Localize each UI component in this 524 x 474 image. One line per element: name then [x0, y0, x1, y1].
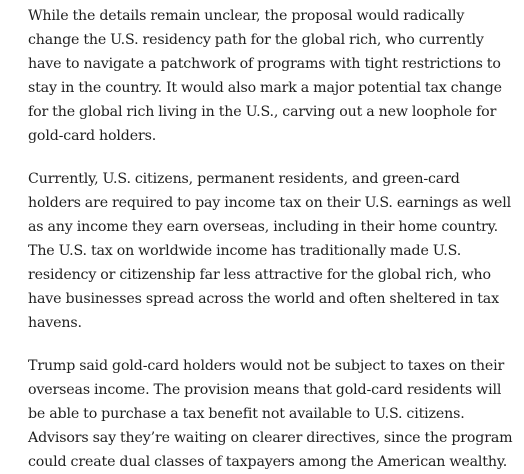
article-paragraph-3: Trump said gold-card holders would not be subject to taxes on their overseas income. The provision means that gold-card residents will be able to purchase a tax benefit not available to U.S. citizens. Advisors say they’re waiting on clearer directives, since the program could create dual classes of taxpayers among the American wealthy.	[28, 358, 513, 470]
article-paragraph-1: While the details remain unclear, the proposal would radically change the U.S. residency path for the global rich, who currently have to navigate a patchwork of programs with tight restrictions to stay in the country. It would also mark a major potential tax change for the global rich living in the U.S., carving out a new loophole for gold-card holders.	[28, 8, 502, 144]
article-paragraph-2: Currently, U.S. citizens, permanent residents, and green-card holders are required to pay income tax on their U.S. earnings as well as any income they earn overseas, including in their home country. The U.S. tax on worldwide income has traditionally made U.S. residency or citizenship far less attractive for the global rich, who have businesses spread across the world and often sheltered in tax havens.	[28, 171, 512, 331]
